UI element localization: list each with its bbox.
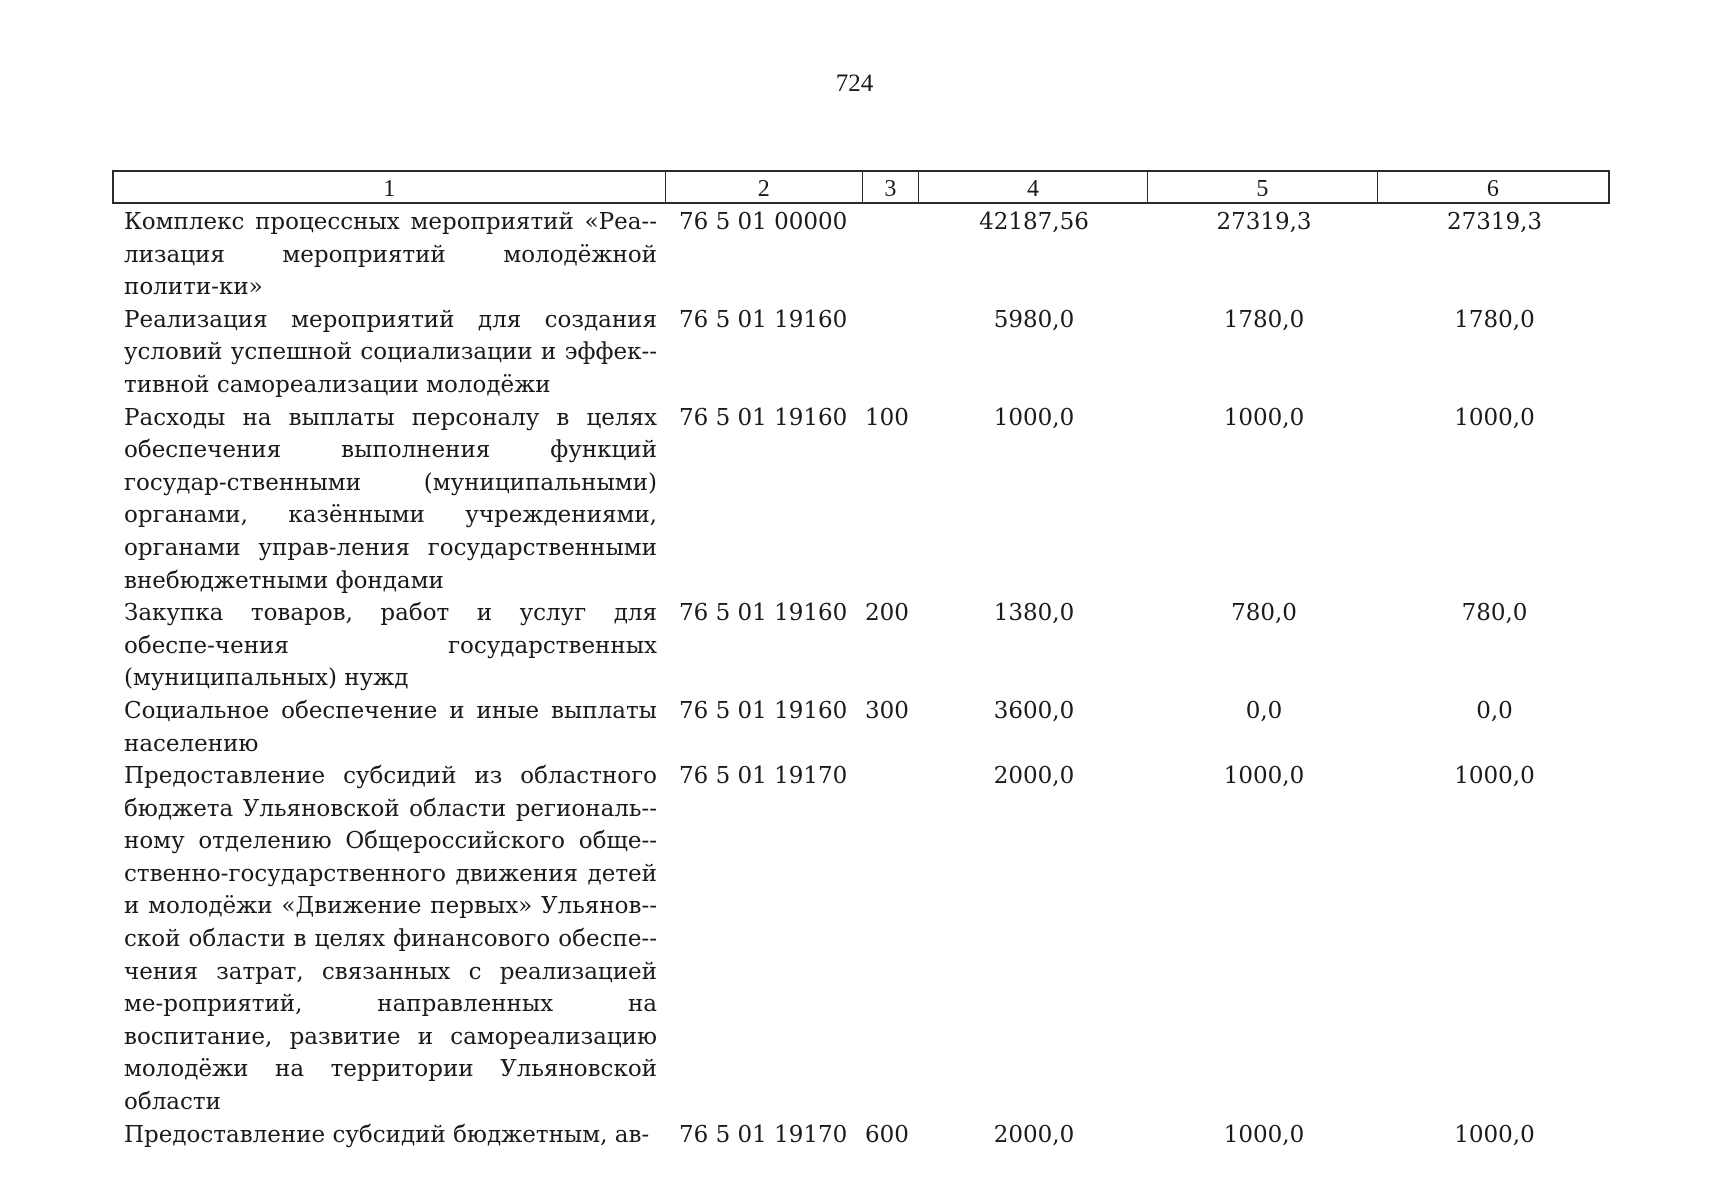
- page-number: 724: [835, 70, 874, 97]
- row-value-4: 2000,0: [993, 1121, 1075, 1148]
- row-value-6: 0,0: [1476, 697, 1513, 724]
- row-type: 100: [865, 404, 909, 431]
- row-value-4: 3600,0: [993, 697, 1075, 724]
- row-type: 300: [865, 697, 909, 724]
- column-header-6: 6: [1486, 176, 1499, 202]
- row-name: Социальное обеспечение и иные выплаты населению: [124, 697, 657, 757]
- table-row: [112, 304, 1610, 402]
- row-value-6: 780,0: [1461, 600, 1528, 627]
- table-row: [112, 760, 1610, 1119]
- row-value-5: 1000,0: [1223, 1121, 1305, 1148]
- row-name: Реализация мероприятий для создания условий успешной социализации и эффек-тивной самореализации молодёжи: [124, 306, 657, 398]
- row-name: Комплекс процессных мероприятий «Реа-лизация мероприятий молодёжной полити-ки»: [124, 209, 657, 301]
- row-value-5: 780,0: [1231, 600, 1297, 627]
- row-value-4: 42187,56: [979, 209, 1089, 235]
- row-value-5: 1000,0: [1223, 404, 1305, 431]
- row-value-6: 27319,3: [1446, 209, 1543, 235]
- row-code: 76 5 01 00000: [679, 209, 848, 235]
- row-value-5: 27319,3: [1216, 209, 1312, 235]
- table-row: [112, 206, 1610, 304]
- row-code: 76 5 01 19170: [679, 1121, 848, 1148]
- table-row: [112, 695, 1610, 760]
- row-value-4: 1380,0: [993, 600, 1075, 627]
- column-header-4: 4: [919, 172, 1148, 202]
- row-code: 76 5 01 19160: [679, 404, 848, 431]
- row-value-4: 1000,0: [993, 404, 1075, 431]
- row-code: 76 5 01 19160: [679, 306, 848, 333]
- row-value-6: 1000,0: [1454, 1121, 1535, 1148]
- row-value-5: 0,0: [1245, 697, 1283, 724]
- table-row: [112, 1119, 1610, 1152]
- row-value-5: 1780,0: [1223, 306, 1305, 333]
- row-name: Предоставление субсидий бюджетным, ав-: [124, 1121, 650, 1148]
- row-value-4: 2000,0: [993, 763, 1075, 790]
- row-name: Предоставление субсидий из областного бюджета Ульяновской области региональ-ному отделению Общероссийского обще-ственно-государственного движения детей и молодёжи «Движение первых» Ульянов-ской области в целях финансового обеспе-чения затрат, связанных с реализацией ме-роприятий, направленных на воспитание, развитие и самореализацию молодёжи на территории Ульяновской области: [124, 763, 657, 1116]
- row-type: 600: [865, 1121, 909, 1148]
- column-header-5: 5: [1148, 172, 1377, 202]
- table-row: [112, 402, 1610, 598]
- row-value-6: 1000,0: [1454, 763, 1535, 790]
- row-type: [863, 206, 919, 304]
- row-value-6: 1000,0: [1454, 404, 1535, 431]
- row-code: 76 5 01 19160: [679, 600, 848, 627]
- row-type: 200: [865, 600, 909, 627]
- table-body: [112, 206, 1610, 1151]
- column-header-3: 3: [863, 172, 919, 202]
- row-value-4: 5980,0: [993, 306, 1075, 333]
- row-type: [863, 304, 919, 402]
- row-type: [863, 760, 919, 1119]
- row-value-6: 1780,0: [1454, 306, 1535, 333]
- row-name: Закупка товаров, работ и услуг для обеспе-чения государственных (муниципальных) нужд: [124, 600, 657, 692]
- row-code: 76 5 01 19160: [679, 697, 848, 724]
- row-code: 76 5 01 19170: [679, 763, 848, 790]
- column-header-1: 1: [114, 172, 666, 202]
- row-name: Расходы на выплаты персоналу в целях обеспечения выполнения функций государ-ственными (муниципальными) органами, казёнными учреждениями, органами управ-ления государственными внебюджетными фондами: [124, 404, 657, 594]
- row-value-5: 1000,0: [1223, 763, 1305, 790]
- table-header-row: [112, 170, 1610, 204]
- table-row: [112, 597, 1610, 695]
- column-header-2: 2: [666, 172, 863, 202]
